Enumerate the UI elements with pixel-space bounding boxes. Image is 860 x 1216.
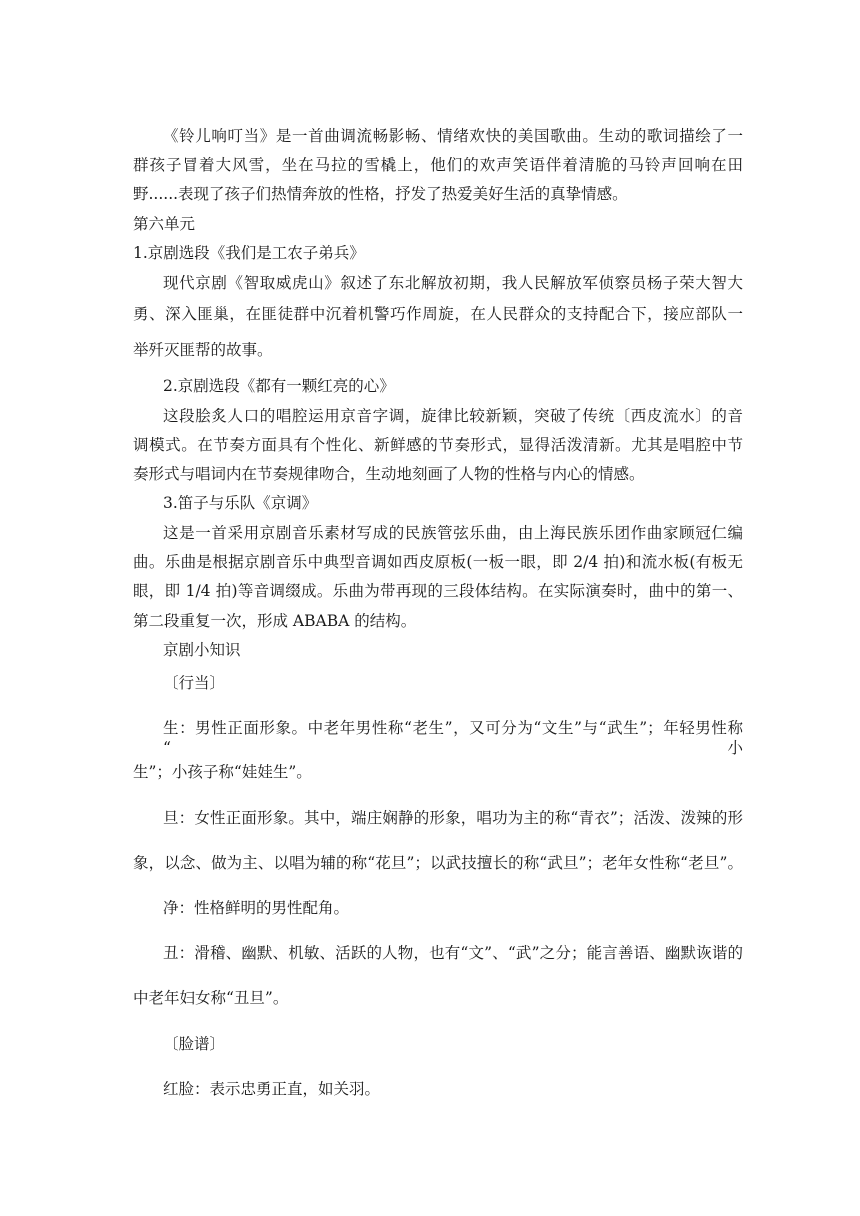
section-2-line-3: 奏形式与唱词内在节奏规律吻合，生动地刻画了人物的性格与内心的情感。: [133, 465, 645, 483]
section-3-title: 3.笛子与乐队《京调》: [163, 494, 318, 512]
section-2-title: 2.京剧选段《都有一颗红亮的心》: [163, 377, 395, 395]
section-2-line-2: 调模式。在节奏方面具有个性化、新鲜感的节奏形式，显得活泼清新。尤其是唱腔中节: [133, 436, 743, 454]
section-3-line-2: 曲。乐曲是根据京剧音乐中典型音调如西皮原板(一板一眼，即 2/4 拍)和流水板(有板无: [133, 553, 743, 571]
dan-line-2: 象，以念、做为主、以唱为辅的称“花旦”；以武技擅长的称“武旦”；老年女性称“老旦”。: [133, 854, 743, 872]
intro-line-1: 《铃儿响叮当》是一首曲调流畅影畅、情绪欢快的美国歌曲。生动的歌词描绘了一: [163, 127, 743, 145]
knowledge-title: 京剧小知识: [163, 641, 241, 659]
section-1-line-2: 勇、深入匪巢，在匪徒群中沉着机警巧作周旋，在人民群众的支持配合下，接应部队一: [133, 305, 743, 323]
section-3-line-4: 第二段重复一次，形成 ABABA 的结构。: [133, 612, 417, 630]
section-1-title: 1.京剧选段《我们是工农子弟兵》: [133, 244, 365, 262]
section-1-line-3: 举歼灭匪帮的故事。: [133, 341, 273, 359]
section-2-line-1: 这段脍炙人口的唱腔运用京音字调，旋律比较新颖，突破了传统〔西皮流水〕的音: [163, 407, 743, 425]
chou-line-2: 中老年妇女称“丑旦”。: [133, 989, 289, 1007]
intro-line-2: 群孩子冒着大风雪，坐在马拉的雪橇上，他们的欢声笑语伴着清脆的马铃声回响在田: [133, 156, 743, 174]
dan-line-1: 旦：女性正面形象。其中，端庄娴静的形象，唱功为主的称“青衣”；活泼、泼辣的形: [163, 809, 743, 827]
section-1-line-1: 现代京剧《智取威虎山》叙述了东北解放初期，我人民解放军侦察员杨子荣大智大: [163, 274, 743, 292]
chou-line-1: 丑：滑稽、幽默、机敏、活跃的人物，也有“文”、“武”之分；能言善语、幽默诙谐的: [163, 944, 743, 962]
jing-line-1: 净：性格鲜明的男性配角。: [163, 899, 350, 917]
intro-line-3: 野......表现了孩子们热情奔放的性格，抒发了热爱美好生活的真挚情感。: [133, 185, 628, 203]
faces-heading: 〔脸谱〕: [163, 1035, 226, 1053]
unit-title: 第六单元: [133, 215, 196, 233]
sheng-line-1: 生：男性正面形象。中老年男性称“老生”，又可分为“文生”与“武生”；年轻男性称 “小: [163, 719, 743, 757]
section-3-line-1: 这是一首采用京剧音乐素材写成的民族管弦乐曲，由上海民族乐团作曲家顾冠仁编: [163, 524, 743, 542]
roles-heading: 〔行当〕: [163, 674, 226, 692]
section-3-line-3: 眼，即 1/4 拍)等音调缀成。乐曲为带再现的三段体结构。在实际演奏时，曲中的第一、: [133, 582, 743, 600]
red-face-line: 红脸：表示忠勇正直，如关羽。: [163, 1080, 381, 1098]
sheng-line-2: 生”；小孩子称“娃娃生”。: [133, 763, 312, 781]
